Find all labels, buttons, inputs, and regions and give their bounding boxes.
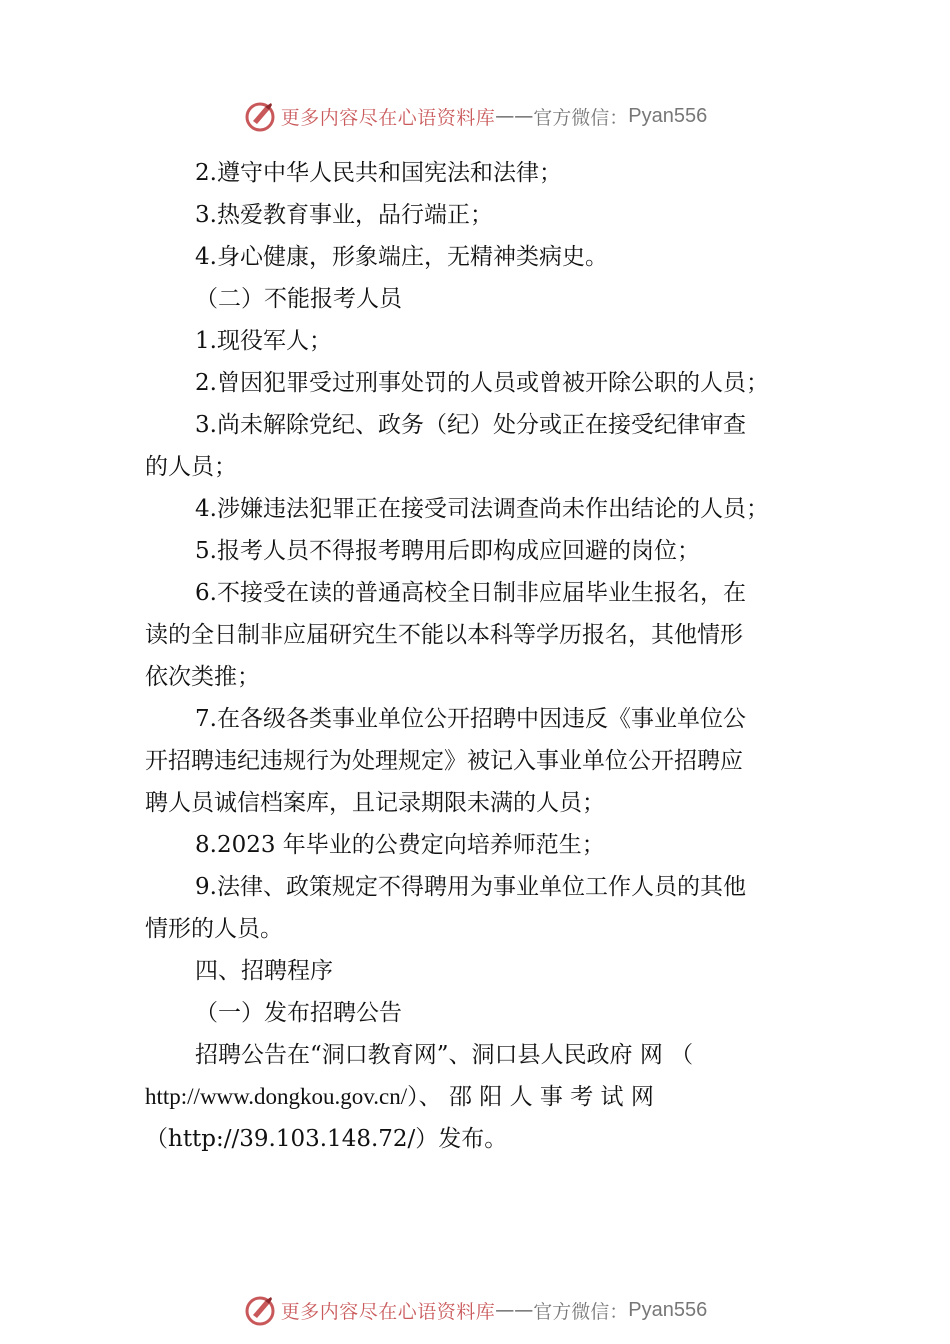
paragraph-line: 3.热爱教育事业，品行端正； (195, 202, 493, 228)
paragraph-line: 2.曾因犯罪受过刑事处罚的人员或曾被开除公职的人员； (195, 370, 769, 396)
dongkou-gov-link[interactable]: http://www.dongkou.gov.cn/ (145, 1084, 408, 1109)
watermark-wechat-id: Pyan556 (628, 1298, 708, 1321)
paragraph-line: 6.不接受在读的普通高校全日制非应届毕业生报名，在 (195, 580, 746, 606)
paragraph-line: 4.身心健康，形象端庄，无精神类病史。 (195, 244, 608, 270)
document-body (145, 152, 810, 1160)
paragraph-line: 4.涉嫌违法犯罪正在接受司法调查尚未作出结论的人员； (195, 496, 769, 522)
section-heading: 四、招聘程序 (195, 958, 333, 984)
section-heading: （二）不能报考人员 (195, 286, 402, 312)
paragraph-line: 的人员； (145, 454, 237, 480)
watermark-official-label: 官方微信： (533, 1300, 629, 1323)
paragraph-line: 开招聘违纪违规行为处理规定》被记入事业单位公开招聘应 (145, 748, 743, 774)
paragraph-line (145, 1076, 810, 1118)
paragraph-line: 7.在各级各类事业单位公开招聘中因违反《事业单位公 (195, 706, 746, 732)
watermark-brand-text: 更多内容尽在心语资料库 (280, 106, 496, 129)
watermark-official-label: 官方微信： (533, 106, 629, 129)
paragraph-line: 9.法律、政策规定不得聘用为事业单位工作人员的其他 (195, 874, 746, 900)
paragraph-line: 聘人员诚信档案库，且记录期限未满的人员； (145, 790, 605, 816)
paragraph-line: 读的全日制非应届研究生不能以本科等学历报名，其他情形 (145, 622, 743, 648)
paragraph-line: 5.报考人员不得报考聘用后即构成应回避的岗位； (195, 538, 700, 564)
paragraph-line: 依次类推； (145, 664, 260, 690)
header-watermark (0, 96, 950, 136)
paragraph-line: 1.现役军人； (195, 328, 332, 354)
watermark-dash: —— (495, 105, 534, 127)
brand-logo-icon (243, 1293, 277, 1327)
paragraph-line: 8.2023 年毕业的公费定向培养师范生； (195, 832, 605, 858)
watermark-dash: —— (495, 1299, 534, 1321)
paragraph-line: 2.遵守中华人民共和国宪法和法律； (195, 160, 562, 186)
footer-watermark (0, 1290, 950, 1330)
watermark-brand-text: 更多内容尽在心语资料库 (280, 1300, 496, 1323)
paragraph-line: 招聘公告在“洞口教育网”、洞口县人民政府 网 （ (195, 1042, 694, 1068)
watermark-wechat-id: Pyan556 (628, 104, 708, 127)
brand-logo-icon (243, 99, 277, 133)
paragraph-line: 情形的人员。 (145, 916, 283, 942)
paragraph-line: 3.尚未解除党纪、政务（纪）处分或正在接受纪律审查 (195, 412, 746, 438)
url-line-rest: ）、 邵 阳 人 事 考 试 网 (407, 1084, 654, 1110)
section-heading: （一）发布招聘公告 (195, 1000, 402, 1026)
paragraph-line: （http://39.103.148.72/）发布。 (145, 1126, 508, 1152)
